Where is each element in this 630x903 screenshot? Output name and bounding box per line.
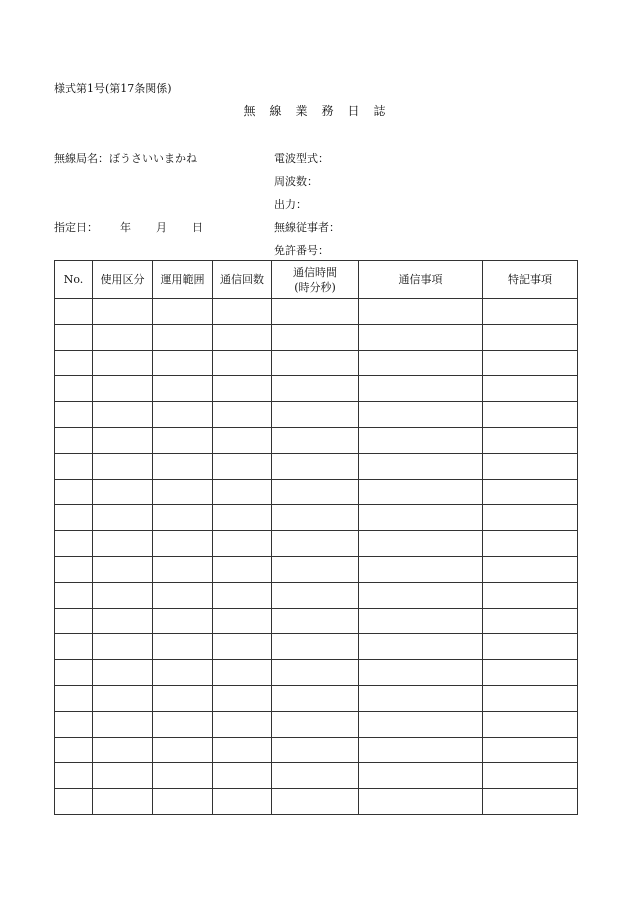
table-cell — [93, 350, 153, 376]
table-cell — [483, 711, 578, 737]
table-cell — [153, 608, 213, 634]
col-header-count: 通信回数 — [213, 261, 272, 299]
table-cell — [272, 299, 359, 325]
table-cell — [55, 531, 93, 557]
table-cell — [359, 453, 483, 479]
table-cell — [93, 737, 153, 763]
table-cell — [153, 505, 213, 531]
table-cell — [93, 505, 153, 531]
table-cell — [153, 556, 213, 582]
table-cell — [483, 376, 578, 402]
table-cell — [93, 402, 153, 428]
table-cell — [213, 350, 272, 376]
table-cell — [93, 556, 153, 582]
frequency-label: 周波数： — [274, 175, 318, 188]
table-cell — [93, 324, 153, 350]
table-cell — [272, 711, 359, 737]
table-cell — [93, 582, 153, 608]
table-cell — [359, 427, 483, 453]
table-cell — [153, 479, 213, 505]
date-day: 日 — [192, 221, 203, 234]
table-cell — [483, 505, 578, 531]
table-row — [55, 763, 578, 789]
table-cell — [93, 685, 153, 711]
table-cell — [153, 789, 213, 815]
table-cell — [153, 685, 213, 711]
table-cell — [153, 376, 213, 402]
table-cell — [272, 763, 359, 789]
table-row — [55, 556, 578, 582]
col-header-remarks: 特記事項 — [483, 261, 578, 299]
table-cell — [359, 505, 483, 531]
table-cell — [213, 634, 272, 660]
table-cell — [483, 634, 578, 660]
table-row — [55, 789, 578, 815]
table-cell — [272, 685, 359, 711]
table-cell — [213, 505, 272, 531]
table-cell — [213, 711, 272, 737]
table-cell — [483, 789, 578, 815]
table-row — [55, 582, 578, 608]
table-cell — [213, 737, 272, 763]
table-row — [55, 737, 578, 763]
table-cell — [359, 685, 483, 711]
table-cell — [483, 582, 578, 608]
table-cell — [153, 531, 213, 557]
table-cell — [55, 324, 93, 350]
form-number: 様式第1号(第17条関係) — [54, 82, 172, 95]
table-cell — [359, 299, 483, 325]
table-cell — [213, 299, 272, 325]
table-row — [55, 505, 578, 531]
table-cell — [93, 376, 153, 402]
table-cell — [483, 479, 578, 505]
table-cell — [483, 608, 578, 634]
table-cell — [55, 582, 93, 608]
table-cell — [55, 453, 93, 479]
table-row — [55, 376, 578, 402]
table-cell — [93, 531, 153, 557]
power-label: 出力： — [274, 198, 307, 211]
table-cell — [272, 789, 359, 815]
table-row — [55, 711, 578, 737]
table-cell — [153, 737, 213, 763]
table-cell — [483, 324, 578, 350]
table-row — [55, 531, 578, 557]
table-cell — [359, 711, 483, 737]
table-cell — [93, 660, 153, 686]
license-number-label: 免許番号： — [274, 244, 329, 257]
table-cell — [153, 427, 213, 453]
table-cell — [272, 479, 359, 505]
table-cell — [93, 453, 153, 479]
table-cell — [359, 402, 483, 428]
table-cell — [213, 660, 272, 686]
table-cell — [272, 427, 359, 453]
col-header-time-unit: (時分秒) — [294, 280, 336, 294]
table-cell — [55, 711, 93, 737]
table-cell — [483, 763, 578, 789]
table-cell — [153, 324, 213, 350]
table-cell — [55, 737, 93, 763]
table-cell — [272, 608, 359, 634]
table-cell — [153, 299, 213, 325]
table-cell — [55, 505, 93, 531]
table-cell — [272, 350, 359, 376]
table-cell — [153, 763, 213, 789]
operator-label: 無線従事者： — [274, 221, 340, 234]
table-cell — [272, 531, 359, 557]
table-cell — [272, 376, 359, 402]
table-cell — [55, 789, 93, 815]
table-row — [55, 350, 578, 376]
col-header-time-label: 通信時間 — [293, 265, 337, 279]
table-cell — [483, 531, 578, 557]
table-cell — [55, 660, 93, 686]
table-cell — [272, 556, 359, 582]
table-cell — [55, 763, 93, 789]
table-cell — [55, 350, 93, 376]
table-cell — [359, 376, 483, 402]
table-cell — [359, 531, 483, 557]
table-cell — [55, 402, 93, 428]
table-cell — [359, 324, 483, 350]
table-cell — [483, 427, 578, 453]
table-cell — [153, 453, 213, 479]
designated-date-row — [54, 219, 203, 235]
table-cell — [93, 608, 153, 634]
table-cell — [153, 350, 213, 376]
table-row — [55, 634, 578, 660]
station-name-row — [54, 150, 197, 166]
table-cell — [272, 324, 359, 350]
table-cell — [359, 582, 483, 608]
table-cell — [55, 299, 93, 325]
table-cell — [272, 402, 359, 428]
table-cell — [359, 634, 483, 660]
table-cell — [359, 660, 483, 686]
table-cell — [55, 427, 93, 453]
table-cell — [213, 763, 272, 789]
table-row — [55, 427, 578, 453]
log-table-body — [55, 299, 578, 815]
date-label: 指定日： — [54, 221, 98, 234]
table-cell — [213, 427, 272, 453]
table-cell — [93, 789, 153, 815]
table-cell — [483, 556, 578, 582]
document-title: 無 線 業 務 日 誌 — [243, 104, 387, 118]
table-cell — [93, 634, 153, 660]
table-cell — [483, 350, 578, 376]
table-cell — [213, 453, 272, 479]
table-cell — [483, 685, 578, 711]
table-row — [55, 479, 578, 505]
table-cell — [153, 402, 213, 428]
table-row — [55, 685, 578, 711]
table-cell — [153, 711, 213, 737]
table-cell — [272, 453, 359, 479]
table-cell — [213, 685, 272, 711]
table-cell — [213, 582, 272, 608]
col-header-usage: 使用区分 — [93, 261, 153, 299]
table-cell — [483, 453, 578, 479]
radio-type-label: 電波型式： — [274, 152, 329, 165]
table-cell — [93, 299, 153, 325]
table-cell — [272, 505, 359, 531]
table-cell — [93, 763, 153, 789]
table-cell — [359, 789, 483, 815]
date-year: 年 — [120, 221, 131, 234]
table-cell — [213, 556, 272, 582]
table-cell — [55, 479, 93, 505]
table-cell — [153, 582, 213, 608]
col-header-time — [272, 261, 359, 299]
table-cell — [153, 660, 213, 686]
table-cell — [213, 376, 272, 402]
table-row — [55, 453, 578, 479]
table-header-row — [55, 261, 578, 299]
table-row — [55, 660, 578, 686]
table-cell — [55, 634, 93, 660]
table-cell — [55, 556, 93, 582]
col-header-range: 運用範囲 — [153, 261, 213, 299]
table-row — [55, 324, 578, 350]
table-cell — [359, 608, 483, 634]
table-row — [55, 299, 578, 325]
table-cell — [55, 608, 93, 634]
table-cell — [55, 685, 93, 711]
table-cell — [93, 479, 153, 505]
table-cell — [213, 479, 272, 505]
table-cell — [272, 737, 359, 763]
table-cell — [483, 402, 578, 428]
table-cell — [359, 737, 483, 763]
table-row — [55, 402, 578, 428]
table-cell — [359, 556, 483, 582]
table-row — [55, 608, 578, 634]
table-cell — [213, 324, 272, 350]
table-cell — [213, 531, 272, 557]
station-name-label: 無線局名： — [54, 152, 109, 165]
table-cell — [93, 711, 153, 737]
table-cell — [272, 660, 359, 686]
station-name-value: ぼうさいいまかね — [109, 152, 197, 165]
table-cell — [213, 608, 272, 634]
table-cell — [483, 737, 578, 763]
table-cell — [483, 660, 578, 686]
table-cell — [272, 582, 359, 608]
col-header-content: 通信事項 — [359, 261, 483, 299]
table-cell — [272, 634, 359, 660]
col-header-no: No. — [55, 261, 93, 299]
table-cell — [359, 763, 483, 789]
table-cell — [359, 350, 483, 376]
table-cell — [55, 376, 93, 402]
table-cell — [93, 427, 153, 453]
table-cell — [213, 789, 272, 815]
table-cell — [359, 479, 483, 505]
table-cell — [483, 299, 578, 325]
date-month: 月 — [156, 221, 167, 234]
table-cell — [213, 402, 272, 428]
log-table — [54, 260, 578, 815]
table-cell — [153, 634, 213, 660]
